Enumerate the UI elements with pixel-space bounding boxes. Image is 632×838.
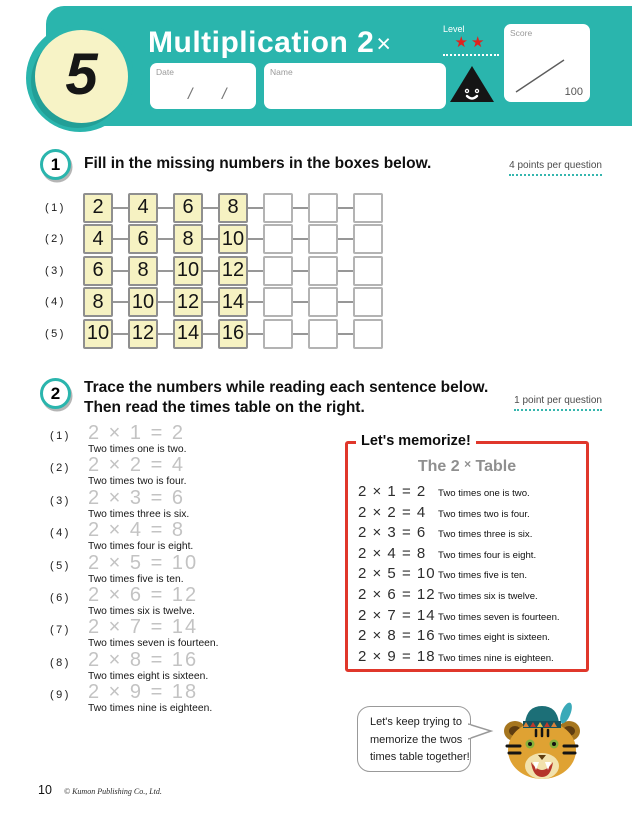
table-equation: 2 × 5 = 10 [358, 565, 436, 583]
item-label: (2) [50, 462, 71, 475]
given-number-cell: 8 [218, 193, 248, 223]
table-sentence: Two times two is four. [438, 508, 530, 520]
level-star-icon: ★ [454, 34, 471, 51]
score-denominator: 100 [564, 86, 583, 98]
answer-box[interactable] [308, 256, 338, 286]
given-number-cell: 14 [173, 319, 203, 349]
table-sentence: Two times three is six. [438, 529, 533, 541]
section2-instruction-line2: Then read the times table on the right. [84, 398, 365, 416]
given-number-cell: 8 [173, 224, 203, 254]
dash-connector [203, 333, 218, 335]
trace-item [50, 423, 219, 455]
item-label: (6) [50, 591, 71, 604]
table-sentence: Two times one is two. [438, 488, 530, 499]
name-label: Name [270, 67, 293, 77]
date-slash: / [188, 86, 193, 103]
given-number-cell: 8 [83, 287, 113, 317]
table-equation: 2 × 9 = 18 [358, 647, 436, 665]
name-field[interactable] [264, 63, 446, 109]
level-stars [443, 34, 499, 56]
answer-box[interactable] [308, 193, 338, 223]
section1-points-label: 4 points per question [509, 160, 602, 176]
trace-equation-line [50, 488, 219, 509]
times-table-row [358, 483, 586, 504]
table-equation: 2 × 8 = 16 [358, 627, 436, 645]
answer-box[interactable] [263, 224, 293, 254]
dash-connector [293, 238, 308, 240]
trace-item [50, 650, 219, 682]
dash-connector [248, 270, 263, 272]
row-label: (1) [45, 201, 66, 214]
speech-bubble-tail [468, 722, 494, 742]
lesson-number: 5 [65, 42, 98, 107]
trace-equation[interactable]: 2 × 5 = 10 [88, 551, 199, 574]
item-label: (7) [50, 624, 71, 637]
reading-sentence: Two times six is twelve. [88, 605, 195, 617]
tiger-mascot-icon [500, 700, 584, 784]
answer-box[interactable] [308, 224, 338, 254]
answer-box[interactable] [353, 256, 383, 286]
given-number-cell: 12 [128, 319, 158, 349]
dash-connector [338, 238, 353, 240]
section1-instruction: Fill in the missing numbers in the boxes below. [84, 155, 432, 172]
page-title: Multiplication 2× [148, 26, 392, 59]
dash-connector [248, 207, 263, 209]
dash-connector [113, 333, 128, 335]
answer-box[interactable] [353, 319, 383, 349]
reading-sentence: Two times four is eight. [88, 541, 194, 553]
times-table-row [358, 607, 586, 628]
trace-equation-line [50, 585, 219, 606]
speech-bubble [357, 706, 471, 772]
answer-box[interactable] [353, 287, 383, 317]
level-block [443, 24, 499, 56]
times-table-row [358, 648, 586, 669]
times-table-row [358, 504, 586, 525]
answer-box[interactable] [263, 193, 293, 223]
answer-box[interactable] [353, 224, 383, 254]
given-number-cell: 6 [173, 193, 203, 223]
trace-equation-line [50, 520, 219, 541]
speech-bubble-line: times table together! [370, 751, 470, 763]
dash-connector [203, 207, 218, 209]
row-label: (5) [45, 327, 66, 340]
item-label: (5) [50, 559, 71, 572]
times-table-row [358, 627, 586, 648]
given-number-cell: 10 [83, 319, 113, 349]
dash-connector [293, 270, 308, 272]
trace-item [50, 553, 219, 585]
trace-equation-line [50, 553, 219, 574]
given-number-cell: 10 [218, 224, 248, 254]
table-equation: 2 × 3 = 6 [358, 524, 427, 542]
given-number-cell: 2 [83, 193, 113, 223]
reading-sentence: Two times seven is fourteen. [88, 638, 219, 650]
trace-equation[interactable]: 2 × 8 = 16 [88, 648, 199, 671]
dash-connector [338, 270, 353, 272]
item-label: (8) [50, 656, 71, 669]
given-number-cell: 8 [128, 256, 158, 286]
trace-item [50, 682, 219, 714]
dash-connector [203, 270, 218, 272]
answer-box[interactable] [263, 256, 293, 286]
given-number-cell: 4 [83, 224, 113, 254]
dash-connector [158, 238, 173, 240]
sequence-row [45, 287, 383, 319]
table-sentence: Two times eight is sixteen. [438, 632, 550, 644]
times-symbol: × [376, 30, 392, 58]
section1-badge: 1 [40, 149, 71, 180]
trace-equation[interactable]: 2 × 9 = 18 [88, 681, 199, 704]
table-sentence: Two times four is eight. [438, 549, 537, 561]
table-sentence: Two times six is twelve. [438, 590, 538, 602]
trace-item [50, 520, 219, 552]
dash-connector [248, 301, 263, 303]
given-number-cell: 6 [128, 224, 158, 254]
times-table-rows [348, 483, 586, 668]
level-label: Level [443, 24, 465, 34]
trace-item [50, 455, 219, 487]
section2-points-label: 1 point per question [514, 395, 602, 411]
date-label: Date [156, 67, 174, 77]
given-number-cell: 12 [173, 287, 203, 317]
trace-item [50, 585, 219, 617]
section2-instruction [84, 378, 488, 417]
table-equation: 2 × 2 = 4 [358, 503, 427, 521]
table-sentence: Two times seven is fourteen. [438, 611, 560, 623]
given-number-cell: 10 [173, 256, 203, 286]
dash-connector [293, 301, 308, 303]
sequence-row [45, 255, 383, 287]
triangle-mascot-icon [448, 64, 496, 104]
score-label: Score [510, 28, 533, 38]
dash-connector [293, 333, 308, 335]
dash-connector [113, 270, 128, 272]
trace-equation-line [50, 423, 219, 444]
table-equation: 2 × 1 = 2 [358, 483, 427, 500]
score-field[interactable] [504, 24, 590, 102]
table-sentence: Two times nine is eighteen. [438, 652, 554, 664]
section2-badge: 2 [40, 378, 71, 409]
trace-equation[interactable]: 2 × 4 = 8 [88, 519, 185, 542]
item-label: (3) [50, 494, 71, 507]
dash-connector [203, 301, 218, 303]
times-table-row [358, 524, 586, 545]
item-label: (4) [50, 527, 71, 540]
table-equation: 2 × 4 = 8 [358, 544, 427, 562]
dash-connector [113, 207, 128, 209]
given-number-cell: 14 [218, 287, 248, 317]
answer-box[interactable] [308, 319, 338, 349]
dash-connector [113, 238, 128, 240]
sequence-row [45, 318, 383, 350]
dash-connector [158, 270, 173, 272]
reading-sentence: Two times nine is eighteen. [88, 703, 213, 715]
trace-equation-line [50, 455, 219, 476]
item-label: (1) [50, 430, 71, 442]
trace-item [50, 488, 219, 520]
dash-connector [158, 207, 173, 209]
reading-sentence: Two times five is ten. [88, 573, 184, 585]
copyright-notice: © Kumon Publishing Co., Ltd. [64, 787, 162, 796]
reading-sentence: Two times one is two. [88, 444, 187, 455]
date-field[interactable] [150, 63, 256, 109]
level-star-icon: ★ [471, 34, 488, 51]
row-label: (3) [45, 264, 66, 277]
speech-bubble-line: memorize the twos [370, 733, 463, 746]
answer-box[interactable] [263, 287, 293, 317]
trace-equation[interactable]: 2 × 7 = 14 [88, 616, 199, 639]
reading-sentence: Two times two is four. [88, 476, 187, 488]
answer-box[interactable] [308, 287, 338, 317]
dash-connector [158, 333, 173, 335]
times-symbol: × [464, 457, 472, 471]
date-slash: / [222, 86, 227, 103]
section2-items [50, 423, 219, 715]
given-number-cell: 6 [83, 256, 113, 286]
section1-rows [45, 192, 383, 350]
dash-connector [293, 207, 308, 209]
times-table-title: The 2 × Table [417, 457, 517, 475]
reading-sentence: Two times three is six. [88, 508, 190, 520]
trace-equation-line [50, 682, 219, 703]
dash-connector [248, 238, 263, 240]
trace-equation-line [50, 650, 219, 671]
row-label: (4) [45, 296, 66, 309]
sequence-row [45, 224, 383, 256]
given-number-cell: 16 [218, 319, 248, 349]
dash-connector [158, 301, 173, 303]
given-number-cell: 12 [218, 256, 248, 286]
dash-connector [338, 333, 353, 335]
dash-connector [248, 333, 263, 335]
times-table-row [358, 565, 586, 586]
times-table-row [358, 545, 586, 566]
trace-item [50, 617, 219, 649]
trace-equation[interactable]: 2 × 1 = 2 [88, 422, 185, 444]
table-sentence: Two times five is ten. [438, 570, 528, 582]
trace-equation-line [50, 617, 219, 638]
dash-connector [113, 301, 128, 303]
reading-sentence: Two times eight is sixteen. [88, 670, 209, 682]
answer-box[interactable] [353, 193, 383, 223]
page-number: 10 [38, 783, 52, 797]
speech-bubble-line: Let's keep trying to [370, 716, 462, 728]
table-equation: 2 × 7 = 14 [358, 606, 436, 624]
trace-equation[interactable]: 2 × 3 = 6 [88, 486, 185, 509]
dash-connector [338, 207, 353, 209]
times-table-row [358, 586, 586, 607]
given-number-cell: 10 [128, 287, 158, 317]
table-equation: 2 × 6 = 12 [358, 585, 436, 603]
dash-connector [203, 238, 218, 240]
sequence-row [45, 192, 383, 224]
item-label: (9) [50, 689, 71, 702]
trace-equation[interactable]: 2 × 6 = 12 [88, 583, 199, 606]
memorize-box [345, 433, 589, 672]
answer-box[interactable] [263, 319, 293, 349]
row-label: (2) [45, 233, 66, 246]
trace-equation[interactable]: 2 × 2 = 4 [88, 454, 185, 477]
dash-connector [338, 301, 353, 303]
given-number-cell: 4 [128, 193, 158, 223]
page-number-badge [35, 30, 128, 123]
memorize-title: Let's memorize! [356, 433, 476, 449]
section2-instruction-line1: Trace the numbers while reading each sentence below. [84, 379, 489, 396]
